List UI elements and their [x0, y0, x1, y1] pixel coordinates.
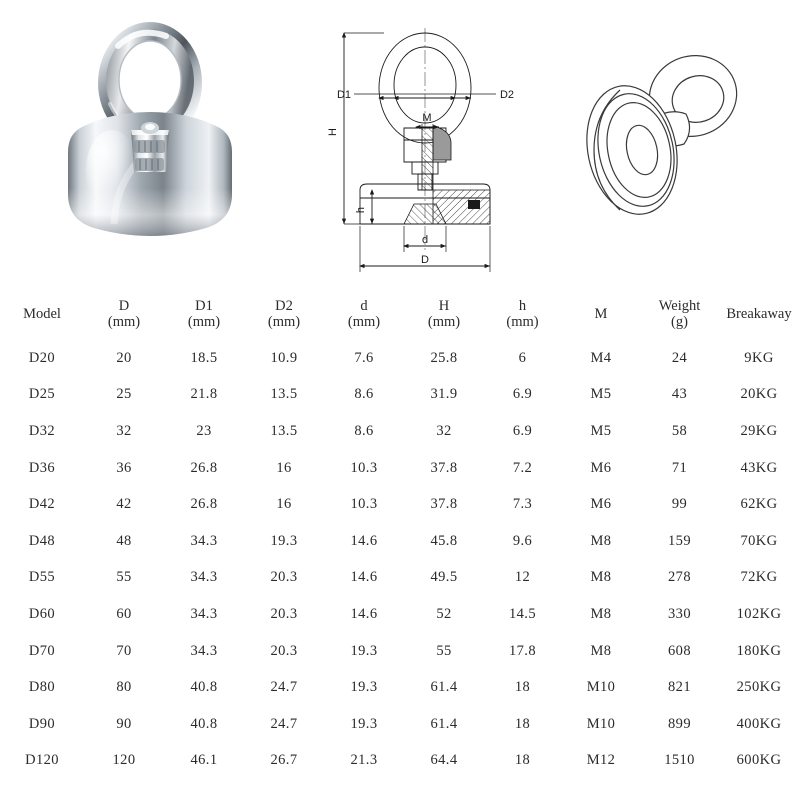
- column-header-label: D2: [275, 297, 293, 314]
- cell-dsmall: 14.6: [350, 532, 378, 549]
- drawing-thread: [422, 128, 433, 190]
- cell-model: D48: [28, 532, 56, 549]
- cell-dsmall: 14.6: [350, 605, 378, 622]
- cell-breakaway: 70KG: [740, 532, 778, 549]
- cell-d1: 34.3: [190, 532, 218, 549]
- cell-model: D20: [28, 349, 56, 366]
- cell-breakaway: 29KG: [740, 422, 778, 439]
- table-row: [0, 706, 800, 743]
- table-row: [0, 669, 800, 706]
- cell-m: M8: [590, 605, 612, 622]
- table-row: [0, 560, 800, 597]
- cell-weight: 899: [668, 715, 691, 732]
- column-header-label: Weight: [658, 297, 701, 314]
- cell-breakaway: 180KG: [736, 642, 782, 659]
- cell-weight: 278: [668, 569, 691, 586]
- dimension-label-h: h: [355, 206, 367, 214]
- cell-d: 36: [116, 459, 132, 476]
- cell-breakaway: 62KG: [740, 496, 778, 513]
- cell-d2: 20.3: [270, 642, 298, 659]
- cell-model: D80: [28, 679, 56, 696]
- cell-breakaway: 43KG: [740, 459, 778, 476]
- cell-d: 55: [116, 569, 132, 586]
- cell-d: 60: [116, 605, 132, 622]
- specification-table: [0, 288, 800, 779]
- cell-weight: 821: [668, 679, 691, 696]
- cell-d1: 21.8: [190, 386, 218, 403]
- cell-dsmall: 19.3: [350, 715, 378, 732]
- cell-dsmall: 10.3: [350, 496, 378, 513]
- dimension-label-D2: D2: [499, 89, 515, 101]
- cell-d2: 24.7: [270, 715, 298, 732]
- cell-d2: 16: [276, 459, 292, 476]
- column-header-model: [0, 288, 84, 340]
- cell-d2: 20.3: [270, 569, 298, 586]
- cell-m: M5: [590, 386, 612, 403]
- cell-d1: 46.1: [190, 752, 218, 769]
- table-row: [0, 743, 800, 780]
- cell-breakaway: 250KG: [736, 679, 782, 696]
- cell-hsmall: 6.9: [512, 386, 533, 403]
- column-header-h: [404, 288, 484, 340]
- column-header-breakaway: [718, 288, 800, 340]
- cell-hsmall: 6: [518, 349, 527, 366]
- cell-breakaway: 400KG: [736, 715, 782, 732]
- cell-d: 42: [116, 496, 132, 513]
- cell-dsmall: 8.6: [354, 422, 374, 439]
- cell-dsmall: 7.6: [354, 349, 374, 366]
- cell-weight: 71: [671, 459, 688, 476]
- cell-weight: 58: [671, 422, 688, 439]
- dimension-label-D: D: [421, 254, 429, 266]
- table-row: [0, 633, 800, 670]
- cell-d1: 26.8: [190, 459, 218, 476]
- column-header-label: D1: [195, 297, 213, 314]
- column-header-label: M: [594, 305, 608, 322]
- cell-m: M10: [586, 715, 616, 732]
- cell-d: 90: [116, 715, 132, 732]
- cell-d: 20: [116, 349, 132, 366]
- dimensioned-cross-section-drawing: [300, 0, 550, 285]
- cell-model: D36: [28, 459, 56, 476]
- column-header-label: D: [118, 297, 130, 314]
- cell-d: 120: [112, 752, 136, 769]
- table-row: [0, 523, 800, 560]
- cell-model: D90: [28, 715, 56, 732]
- cell-model: D70: [28, 642, 56, 659]
- cell-h: 37.8: [430, 459, 458, 476]
- cell-m: M8: [590, 642, 612, 659]
- cell-d1: 40.8: [190, 679, 218, 696]
- table-row: [0, 596, 800, 633]
- cell-h: 52: [436, 605, 452, 622]
- column-header-d2: [244, 288, 324, 340]
- cell-m: M6: [590, 459, 612, 476]
- cell-weight: 24: [671, 349, 688, 366]
- cell-model: D55: [28, 569, 56, 586]
- table-row: [0, 450, 800, 487]
- cell-h: 45.8: [430, 532, 458, 549]
- cell-h: 64.4: [430, 752, 458, 769]
- cell-weight: 1510: [664, 752, 695, 769]
- cell-d2: 13.5: [270, 422, 298, 439]
- cell-d: 48: [116, 532, 132, 549]
- cell-m: M8: [590, 532, 612, 549]
- cell-model: D60: [28, 605, 56, 622]
- table-row: [0, 413, 800, 450]
- cell-weight: 608: [668, 642, 691, 659]
- cell-h: 49.5: [430, 569, 458, 586]
- cell-breakaway: 600KG: [736, 752, 782, 769]
- cell-breakaway: 9KG: [744, 349, 774, 366]
- cell-h: 25.8: [430, 349, 458, 366]
- dimension-label-M: M: [422, 112, 432, 124]
- eyebolt-pot-magnet-photo: [0, 0, 300, 285]
- cell-m: M8: [590, 569, 612, 586]
- cell-d1: 34.3: [190, 605, 218, 622]
- cell-model: D25: [28, 386, 56, 403]
- column-header-h-small: [484, 288, 561, 340]
- cell-model: D120: [25, 752, 59, 769]
- column-header-unit: (mm): [506, 314, 539, 330]
- cell-m: M12: [586, 752, 616, 769]
- cell-d1: 26.8: [190, 496, 218, 513]
- cell-hsmall: 7.2: [512, 459, 533, 476]
- column-header-label: Model: [23, 305, 61, 322]
- cell-weight: 330: [668, 605, 691, 622]
- column-header-label: h: [518, 297, 527, 314]
- cell-dsmall: 19.3: [350, 679, 378, 696]
- cell-hsmall: 18: [514, 679, 531, 696]
- cell-weight: 43: [671, 386, 688, 403]
- column-header-d-small: [324, 288, 404, 340]
- cell-hsmall: 14.5: [509, 605, 536, 622]
- cell-m: M4: [590, 349, 612, 366]
- cell-d2: 19.3: [270, 532, 298, 549]
- cell-d1: 23: [196, 422, 212, 439]
- isometric-line-drawing: [550, 0, 800, 285]
- cell-model: D42: [28, 496, 56, 513]
- product-image-band: [0, 0, 800, 285]
- column-header-unit: (mm): [427, 314, 461, 330]
- column-header-m: [561, 288, 641, 340]
- cell-d1: 40.8: [190, 715, 218, 732]
- cell-dsmall: 14.6: [350, 569, 378, 586]
- cell-d: 70: [116, 642, 132, 659]
- cell-hsmall: 6.9: [512, 422, 533, 439]
- cell-h: 61.4: [430, 679, 458, 696]
- cell-d2: 24.7: [270, 679, 298, 696]
- cell-breakaway: 20KG: [740, 386, 778, 403]
- cell-d: 25: [116, 386, 132, 403]
- table-row: [0, 340, 800, 377]
- cell-hsmall: 18: [514, 715, 531, 732]
- column-header-d: [84, 288, 164, 340]
- cell-h: 55: [436, 642, 452, 659]
- column-header-unit: (mm): [187, 314, 221, 330]
- cell-d1: 34.3: [190, 569, 218, 586]
- cell-m: M10: [586, 679, 616, 696]
- cell-d2: 16: [276, 496, 292, 513]
- cell-dsmall: 21.3: [350, 752, 378, 769]
- drawing-shaded-wedge: [433, 126, 451, 160]
- cell-d2: 13.5: [270, 386, 298, 403]
- cell-breakaway: 102KG: [736, 605, 782, 622]
- cell-d: 80: [116, 679, 132, 696]
- dimension-label-D1: D1: [336, 89, 352, 101]
- cell-hsmall: 18: [514, 752, 531, 769]
- cell-m: M5: [590, 422, 612, 439]
- column-header-label: d: [360, 297, 368, 314]
- cell-dsmall: 19.3: [350, 642, 378, 659]
- cell-hsmall: 9.6: [512, 532, 533, 549]
- cell-breakaway: 72KG: [740, 569, 778, 586]
- cell-dsmall: 10.3: [350, 459, 378, 476]
- column-header-label: H: [438, 297, 450, 314]
- cell-hsmall: 7.3: [512, 496, 533, 513]
- cell-weight: 99: [671, 496, 688, 513]
- cell-dsmall: 8.6: [354, 386, 374, 403]
- column-header-label: Breakaway: [726, 305, 792, 322]
- dimension-label-d: d: [421, 234, 429, 246]
- column-header-unit: (mm): [347, 314, 381, 330]
- table-row: [0, 377, 800, 414]
- column-header-unit: (mm): [267, 314, 301, 330]
- cell-model: D32: [28, 422, 56, 439]
- cell-h: 37.8: [430, 496, 458, 513]
- cell-d: 32: [116, 422, 132, 439]
- column-header-d1: [164, 288, 244, 340]
- cell-hsmall: 12: [514, 569, 531, 586]
- cell-hsmall: 17.8: [509, 642, 536, 659]
- cell-weight: 159: [668, 532, 691, 549]
- cell-h: 31.9: [430, 386, 458, 403]
- table-header-row: [0, 288, 800, 340]
- column-header-unit: (mm): [107, 314, 141, 330]
- cell-d2: 20.3: [270, 605, 298, 622]
- column-header-unit: (g): [671, 314, 688, 330]
- dimension-H: [344, 33, 384, 224]
- cell-h: 32: [436, 422, 452, 439]
- cell-d1: 18.5: [190, 349, 218, 366]
- cell-m: M6: [590, 496, 612, 513]
- cell-d2: 10.9: [270, 349, 298, 366]
- column-header-weight: [641, 288, 718, 340]
- table-row: [0, 486, 800, 523]
- dimension-label-H: H: [327, 128, 339, 136]
- cell-h: 61.4: [430, 715, 458, 732]
- cell-d2: 26.7: [270, 752, 298, 769]
- table-body: [0, 340, 800, 779]
- cell-d1: 34.3: [190, 642, 218, 659]
